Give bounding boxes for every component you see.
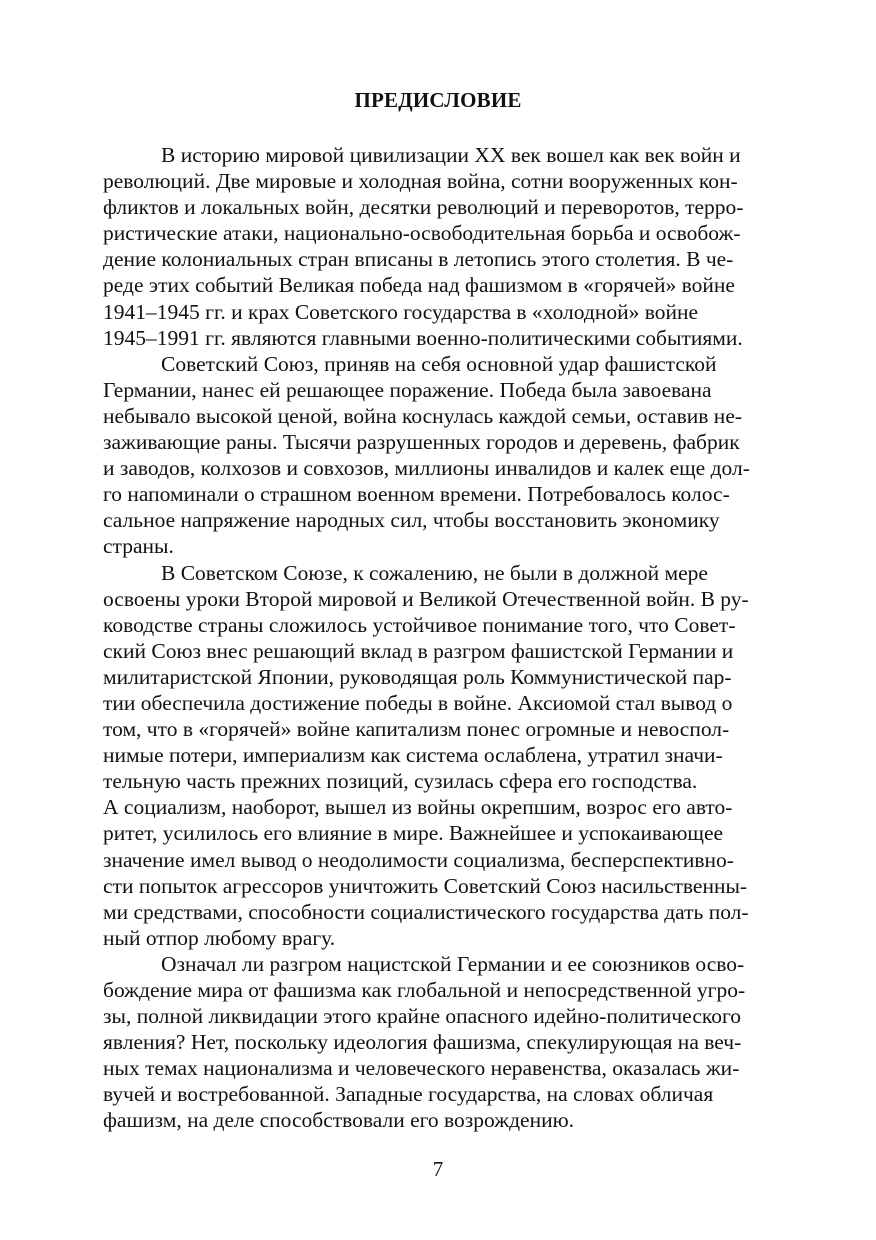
text-line: том, что в «горячей» войне капитализм понес огромные и невоспол- xyxy=(103,717,730,742)
text-line: вучей и востребованной. Западные государства, на словах обличая xyxy=(103,1082,714,1107)
text-line: зы, полной ликвидации этого крайне опасного идейно-политического xyxy=(103,1004,741,1029)
text-line: А социализм, наоборот, вышел из войны окрепшим, возрос его авто- xyxy=(103,795,733,820)
text-line: 1945–1991 гг. являются главными военно-политическими событиями. xyxy=(103,325,743,350)
page-number: 7 xyxy=(432,1157,444,1181)
text-line: бождение мира от фашизма как глобальной и непосредственной угро- xyxy=(103,978,746,1002)
text-line: и заводов, колхозов и совхозов, миллионы инвалидов и калек еще дол- xyxy=(103,456,750,481)
text-line: 1941–1945 гг. и крах Советского государства в «холодной» войне xyxy=(103,299,699,324)
text-line: ский Союз внес решающий вклад в разгром фашистской Германии и xyxy=(103,638,734,663)
text-line: ристические атаки, национально-освободительная борьба и освобож- xyxy=(103,221,741,246)
text-line: заживающие раны. Тысячи разрушенных городов и деревень, фабрик xyxy=(103,430,740,455)
text-line: ми средствами, способности социалистического государства дать пол- xyxy=(103,899,749,924)
text-line: В Советском Союзе, к сожалению, не были в должной мере xyxy=(161,560,708,585)
text-line: го напоминали о страшном военном времени. Потребовалось колос- xyxy=(103,482,730,507)
paragraph xyxy=(103,351,800,560)
paragraph xyxy=(103,951,800,1134)
text-line: ководстве страны сложилось устойчивое понимание того, что Совет- xyxy=(103,612,736,637)
text-line: значение имел вывод о неодолимости социализма, бесперспективно- xyxy=(103,847,734,872)
text-line: нимые потери, империализм как система ослаблена, утратил значи- xyxy=(103,743,723,768)
text-line: тии обеспечила достижение победы в войне. Аксиомой стал вывод о xyxy=(103,690,733,715)
paragraph xyxy=(103,142,800,351)
text-line: Германии, нанес ей решающее поражение. Победа была завоевана xyxy=(103,377,712,402)
page-title: ПРЕДИСЛОВИЕ xyxy=(354,88,522,112)
text-line: явления? Нет, поскольку идеология фашизма, спекулирующая на веч- xyxy=(103,1030,742,1055)
text-line: В историю мировой цивилизации XX век вошел как век войн и xyxy=(161,143,741,167)
text-line: ных темах национализма и человеческого неравенства, оказалась жи- xyxy=(103,1056,740,1081)
text-line: небывало высокой ценой, война коснулась каждой семьи, оставив не- xyxy=(103,403,743,428)
paragraph xyxy=(103,560,800,951)
text-line: фашизм, на деле способствовали его возрождению. xyxy=(103,1108,575,1133)
text-line: ритет, усилилось его влияние в мире. Важнейшее и успокаивающее xyxy=(103,821,724,846)
text-line: дение колониальных стран вписаны в летопись этого столетия. В че- xyxy=(103,247,734,272)
preface-body xyxy=(103,142,800,1134)
text-line: милитаристской Японии, руководящая роль Коммунистической пар- xyxy=(103,664,732,689)
text-line: освоены уроки Второй мировой и Великой Отечественной войн. В ру- xyxy=(103,586,749,611)
text-line: сти попыток агрессоров уничтожить Советский Союз насильственны- xyxy=(103,873,748,898)
text-line: ный отпор любому врагу. xyxy=(103,925,336,950)
text-line: революций. Две мировые и холодная война, сотни вооруженных кон- xyxy=(103,169,738,194)
text-line: реде этих событий Великая победа над фашизмом в «горячей» войне xyxy=(103,273,735,298)
text-line: сальное напряжение народных сил, чтобы восстановить экономику xyxy=(103,508,720,533)
text-line: Означал ли разгром нацистской Германии и ее союзников осво- xyxy=(161,951,745,976)
text-line: тельную часть прежних позиций, сузилась сфера его господства. xyxy=(103,769,698,794)
text-line: Советский Союз, приняв на себя основной удар фашистской xyxy=(161,351,717,376)
text-line: страны. xyxy=(103,534,174,559)
text-line: фликтов и локальных войн, десятки революций и переворотов, терро- xyxy=(103,195,744,220)
